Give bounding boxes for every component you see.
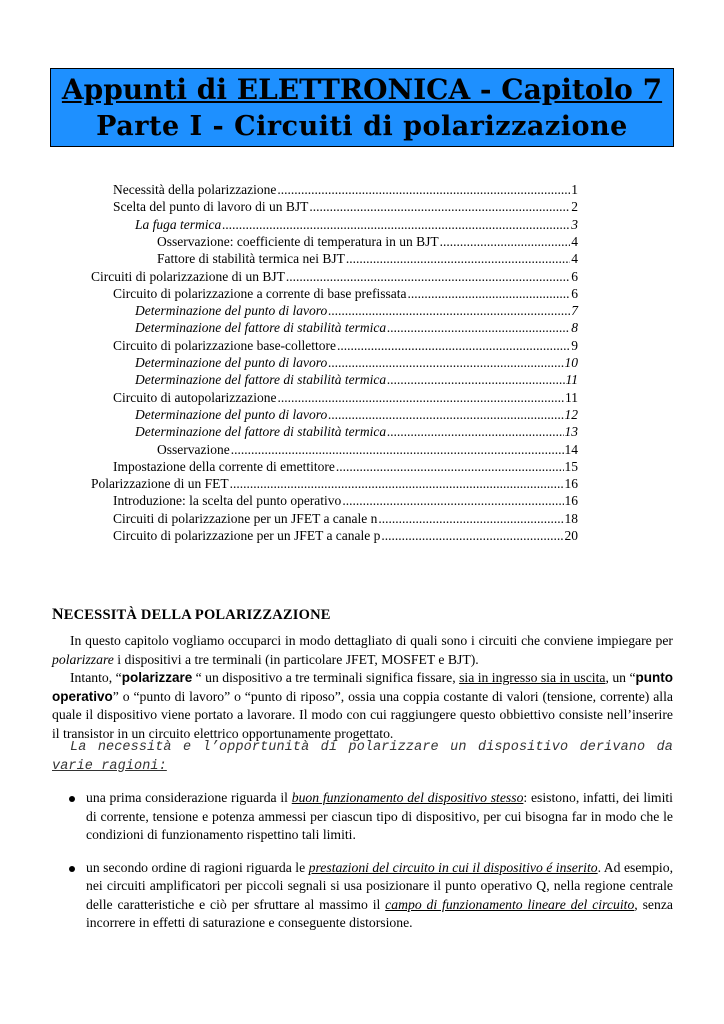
toc-entry-title: Circuito di polarizzazione per un JFET a canale p	[113, 528, 381, 543]
toc-leader-dots	[381, 527, 563, 544]
text-run: una prima considerazione riguarda il	[86, 790, 292, 805]
term-polarizzare: polarizzare	[121, 670, 193, 685]
heading-initial: N	[52, 606, 64, 623]
toc-entry[interactable]	[157, 233, 578, 250]
toc-entry-title: Determinazione del punto di lavoro	[135, 406, 328, 422]
toc-entry[interactable]	[135, 423, 578, 440]
toc-entry-title: Determinazione del fattore di stabilità termica	[135, 372, 387, 388]
toc-page-number: 4	[571, 251, 578, 267]
toc-leader-dots	[387, 319, 570, 336]
paragraph-reasons	[52, 739, 673, 776]
toc-page-number: 7	[571, 303, 578, 319]
toc-leader-dots	[336, 458, 564, 475]
toc-entry-title: Polarizzazione di un FET	[91, 476, 229, 492]
title-banner	[50, 68, 674, 147]
text-run: un secondo ordine di ragioni riguarda le	[86, 859, 309, 875]
reasons-list	[52, 789, 673, 947]
toc-entry[interactable]	[135, 371, 578, 388]
toc-leader-dots	[328, 302, 570, 319]
paragraph-intro	[52, 632, 673, 669]
underlined-text: sia in ingresso sia in uscita	[459, 670, 606, 685]
toc-entry-title: Circuiti di polarizzazione di un BJT	[91, 268, 285, 284]
toc-entry-title: Determinazione del fattore di stabilità termica	[135, 424, 387, 440]
text-run: . Ad esempio, nei circuiti amplificatori per piccoli segnali si usa posizionare il punto operativo Q, nella regione centrale delle caratteristiche e ciò per sfruttare al massimo il	[86, 859, 673, 912]
toc-entry-title: Scelta del punto di lavoro di un BJT	[113, 199, 309, 215]
toc-entry[interactable]	[113, 510, 578, 527]
toc-page-number: 4	[571, 233, 578, 249]
toc-page-number: 6	[571, 285, 578, 301]
bullet-icon	[69, 866, 75, 872]
toc-entry-title: Circuito di polarizzazione base-collettore	[113, 337, 337, 353]
toc-entry-title: Osservazione: coefficiente di temperatura in un BJT	[157, 233, 439, 249]
toc-leader-dots	[440, 233, 571, 250]
toc-entry[interactable]	[135, 319, 578, 336]
toc-page-number: 8	[571, 320, 578, 336]
toc-entry[interactable]	[135, 354, 578, 371]
text-run: i dispositivi a tre terminali (in particolare JFET, MOSFET e BJT).	[113, 651, 479, 667]
text-run: La necessità e l’opportunità di polarizzare un dispositivo derivano da	[70, 740, 673, 755]
toc-entry[interactable]	[91, 268, 578, 285]
toc-entry-title: Circuito di polarizzazione a corrente di base prefissata	[113, 285, 407, 301]
toc-leader-dots	[309, 198, 570, 215]
emphasis: prestazioni del circuito in cui il dispositivo é inserito	[308, 859, 598, 875]
toc-leader-dots	[408, 285, 571, 302]
emphasis: buon funzionamento del dispositivo stesso	[291, 790, 524, 805]
toc-leader-dots	[328, 406, 563, 423]
text-run: ” o “punto di lavoro” o “punto di riposo”, ossia una coppia costante di valori (tensione, corrente) alla quale il dispositivo viene portato a lavorare. Il modo con cui raggiungere questo obbiettivo consiste nell’inserire il transistor in un circuito elettrico opportunamente progettato.	[52, 688, 673, 741]
toc-page-number: 16	[564, 476, 578, 492]
toc-leader-dots	[337, 337, 570, 354]
toc-page-number: 12	[564, 406, 578, 422]
toc-leader-dots	[277, 389, 564, 406]
text-run: In questo capitolo vogliamo occuparci in modo dettagliato di quali sono i circuiti che conviene impiegare per	[70, 633, 673, 648]
list-item	[52, 789, 673, 845]
text-run: , un “	[605, 670, 636, 685]
document-subtitle: Parte I - Circuiti di polarizzazione	[96, 111, 628, 142]
toc-entry-title: Determinazione del punto di lavoro	[135, 355, 328, 370]
toc-entry-title: Determinazione del fattore di stabilità termica	[135, 320, 387, 336]
paragraph-definition	[52, 669, 673, 743]
toc-page-number: 11	[565, 372, 578, 388]
toc-page-number: 2	[571, 199, 578, 215]
list-item	[52, 859, 673, 933]
toc-leader-dots	[328, 354, 563, 371]
toc-page-number: 20	[564, 528, 578, 543]
text-run: Intanto, “	[70, 670, 122, 685]
toc-entry[interactable]	[113, 492, 578, 509]
toc-entry[interactable]	[113, 527, 578, 544]
toc-entry[interactable]	[113, 337, 578, 354]
heading-rest: ECESSITÀ DELLA POLARIZZAZIONE	[63, 607, 331, 623]
text-run: : esistono, infatti, dei limiti di corrente, tensione e potenza ammessi per ciascun tipo di dispositivo, per cui bisogna far in modo che le condizioni di funzionamento rispettino tali limiti.	[86, 790, 673, 842]
toc-leader-dots	[231, 441, 564, 458]
toc-entry[interactable]	[113, 458, 578, 475]
toc-leader-dots	[277, 181, 570, 198]
toc-leader-dots	[378, 510, 563, 527]
toc-page-number: 9	[571, 337, 578, 353]
toc-page-number: 18	[564, 510, 578, 526]
toc-entry[interactable]	[113, 285, 578, 302]
toc-page-number: 16	[564, 493, 578, 509]
toc-entry[interactable]	[113, 389, 578, 406]
section-heading	[52, 606, 331, 624]
toc-entry[interactable]	[113, 181, 578, 198]
toc-entry[interactable]	[157, 441, 578, 458]
toc-entry-title: Necessità della polarizzazione	[113, 182, 277, 197]
toc-entry-title: Introduzione: la scelta del punto operativo	[113, 493, 342, 509]
toc-entry-title: Circuito di autopolarizzazione	[113, 389, 277, 405]
toc-leader-dots	[387, 423, 563, 440]
toc-entry-title: Osservazione	[157, 441, 230, 457]
toc-page-number: 6	[571, 268, 578, 284]
toc-entry-title: La fuga termica	[135, 216, 222, 232]
bullet-icon	[69, 796, 75, 802]
toc-entry[interactable]	[91, 475, 578, 492]
toc-entry-title: Impostazione della corrente di emettitore	[113, 458, 335, 474]
emphasis: campo di funzionamento lineare del circuito	[385, 896, 635, 912]
toc-page-number: 1	[571, 182, 578, 197]
text-run: , senza incorrere in effetti di saturazione e conseguente distorsione.	[86, 896, 673, 930]
toc-leader-dots	[230, 475, 564, 492]
toc-entry[interactable]	[157, 250, 578, 267]
toc-entry[interactable]	[113, 198, 578, 215]
toc-page-number: 3	[571, 216, 578, 232]
toc-entry[interactable]	[135, 216, 578, 233]
toc-leader-dots	[342, 492, 563, 509]
toc-entry[interactable]	[135, 406, 578, 423]
toc-page-number: 14	[564, 441, 578, 457]
toc-leader-dots	[222, 216, 570, 233]
underlined-text: varie ragioni:	[52, 758, 167, 774]
document-title: Appunti di ELETTRONICA - Capitolo 7	[61, 73, 663, 106]
toc-page-number: 15	[564, 458, 578, 474]
toc-leader-dots	[286, 268, 570, 285]
text-run: “ un dispositivo a tre terminali significa fissare,	[192, 670, 460, 685]
toc-leader-dots	[346, 250, 570, 267]
toc-entry-title: Determinazione del punto di lavoro	[135, 303, 328, 319]
toc-entry-title: Fattore di stabilità termica nei BJT	[157, 251, 345, 267]
toc-leader-dots	[387, 371, 564, 388]
toc-page-number: 10	[564, 355, 578, 370]
toc-entry[interactable]	[135, 302, 578, 319]
emphasis: polarizzare	[52, 651, 114, 667]
toc-page-number: 11	[565, 389, 578, 405]
term-punto-operativo: punto operativo	[52, 670, 674, 704]
toc-page-number: 13	[564, 424, 578, 440]
toc-entry-title: Circuiti di polarizzazione per un JFET a canale n	[113, 510, 378, 526]
